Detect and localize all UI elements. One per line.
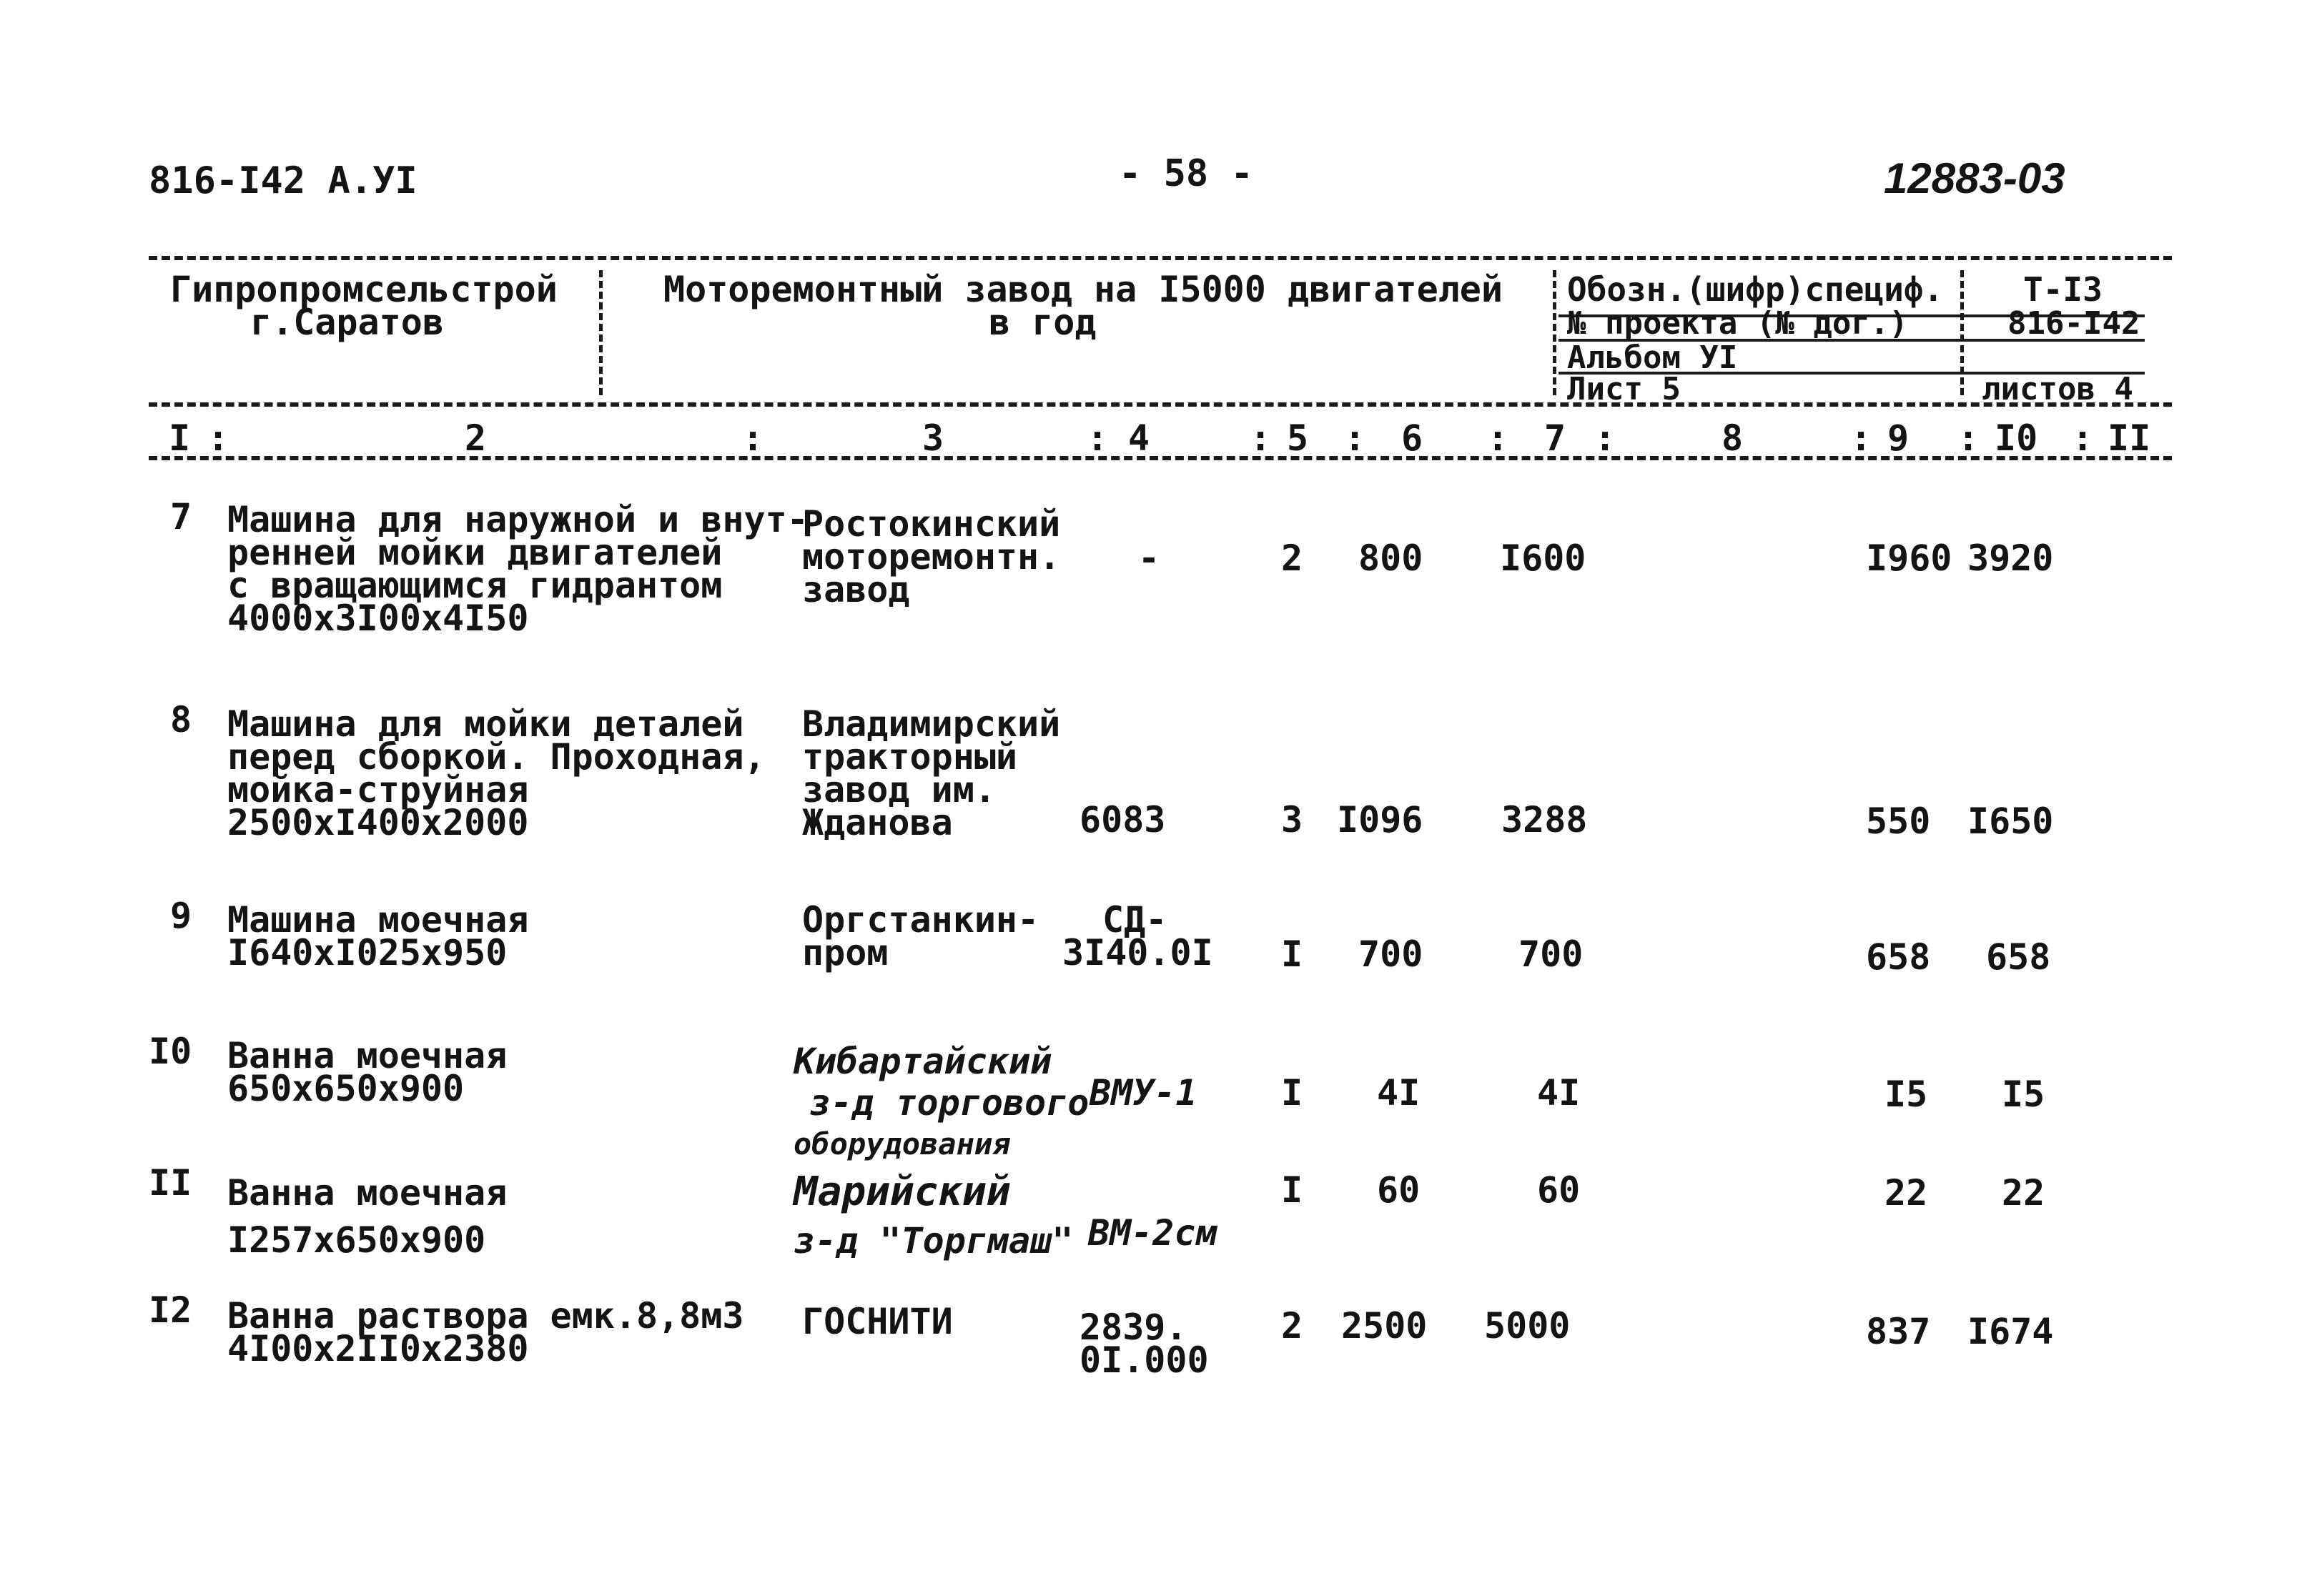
column-9-value: 22	[1884, 1172, 1928, 1214]
unit-price: 2500	[1341, 1305, 1428, 1347]
title-block-divider-2	[1553, 270, 1556, 395]
equipment-name: Ванна моечная I257x650x900	[227, 1172, 508, 1261]
total-price: I600	[1500, 537, 1586, 579]
designation-value: Т-I3	[2023, 270, 2103, 309]
equipment-name: Машина для наружной и внут- ренней мойки двигателей с вращающимся гидрантом 4000x3I00x4I50	[227, 499, 809, 639]
manufacturer: Владимирский тракторный завод им. Жданова	[802, 703, 1061, 843]
unit-price: 60	[1377, 1169, 1421, 1211]
column-10-value: 3920	[1967, 537, 2054, 579]
document-code: 816-I42 А.УI	[149, 159, 418, 202]
handwritten-code: 12883-03	[1884, 154, 2065, 202]
project-number-value: 816-I42	[2007, 305, 2140, 342]
equipment-mark: -	[1138, 537, 1160, 579]
column-number-8: 8	[1721, 417, 1744, 459]
equipment-mark: 2839. 0I.000	[1080, 1307, 1209, 1381]
column-number-6: 6	[1401, 417, 1423, 459]
total-price: 4I	[1537, 1072, 1581, 1114]
column-9-value: I5	[1884, 1074, 1928, 1115]
quantity: I	[1281, 933, 1303, 975]
quantity: 2	[1281, 1305, 1303, 1347]
manufacturer: Марийский з-д "Торгмаш"	[794, 1169, 1074, 1262]
manufacturer: Оргстанкин- пром	[802, 899, 1039, 973]
row-number: I2	[149, 1289, 192, 1331]
column-number-1: I	[169, 417, 191, 459]
column-separator: :	[742, 417, 764, 459]
column-10-value: I650	[1967, 801, 2054, 842]
quantity: I	[1281, 1169, 1303, 1211]
unit-price: I096	[1337, 799, 1423, 841]
unit-price: 800	[1358, 537, 1423, 579]
project-title: Моторемонтный завод на I5000 двигателей в год	[663, 269, 1503, 343]
column-separator: :	[1850, 417, 1872, 459]
column-number-2: 2	[465, 417, 487, 459]
sheets-count-label: листов 4	[1982, 371, 2133, 407]
equipment-name: Ванна раствора емк.8,8м3 4I00x2II0x2380	[227, 1295, 744, 1369]
column-9-value: 837	[1866, 1311, 1931, 1352]
column-separator: :	[1487, 417, 1509, 459]
column-9-value: 658	[1866, 936, 1931, 978]
total-price: 60	[1537, 1169, 1581, 1211]
title-block-top-border	[149, 256, 2172, 260]
equipment-name: Ванна моечная 650x650x900	[227, 1035, 508, 1109]
unit-price: 4I	[1377, 1072, 1421, 1114]
column-number-7: 7	[1544, 417, 1566, 459]
album-label: Альбом УI	[1567, 339, 1738, 376]
column-number-4: 4	[1128, 417, 1150, 459]
column-separator: :	[1957, 417, 1980, 459]
sheet-label: Лист 5	[1567, 371, 1681, 407]
manufacturer: ГОСНИТИ	[802, 1301, 953, 1342]
equipment-name: Машина для мойки деталей перед сборкой. Проходная, мойка-струйная 2500xI400x2000	[227, 703, 766, 843]
quantity: 2	[1281, 537, 1303, 579]
page-number: - 58 -	[1119, 152, 1253, 195]
quantity: 3	[1281, 799, 1303, 841]
column-separator: :	[1250, 417, 1272, 459]
column-number-3: 3	[922, 417, 944, 459]
total-price: 5000	[1484, 1305, 1571, 1347]
column-10-value: I5	[2002, 1074, 2045, 1115]
column-separator: :	[1087, 417, 1109, 459]
column-number-9: 9	[1887, 417, 1910, 459]
organization-name: Гипропромсельстрой г.Саратов	[170, 269, 558, 343]
title-block-divider-1	[599, 270, 603, 395]
equipment-mark: СД- 3I40.0I	[1062, 899, 1213, 973]
title-block-divider-3	[1960, 270, 1964, 395]
equipment-mark: ВМУ-1	[1090, 1072, 1197, 1114]
column-separator: :	[1594, 417, 1616, 459]
project-number-label: № проекта (№ дог.)	[1567, 305, 1908, 342]
row-number: I0	[149, 1031, 192, 1072]
column-separator: :	[2072, 417, 2094, 459]
column-number-11: II	[2108, 417, 2151, 459]
column-10-value: 22	[2002, 1172, 2045, 1214]
column-9-value: I960	[1866, 537, 1952, 579]
equipment-name: Машина моечная I640xI025x950	[227, 899, 529, 973]
equipment-mark: ВМ-2см	[1088, 1212, 1217, 1254]
column-number-5: 5	[1287, 417, 1309, 459]
manufacturer: Кибартайский з-д торгового оборудования	[794, 1041, 1090, 1161]
row-number: 9	[170, 895, 192, 936]
column-10-value: 658	[1986, 936, 2051, 978]
designation-label: Обозн.(шифр)специф.	[1567, 270, 1944, 309]
column-number-10: I0	[1995, 417, 2038, 459]
unit-price: 700	[1358, 933, 1423, 975]
title-block-bottom-border	[149, 402, 2172, 407]
manufacturer: Ростокинский моторемонтн. завод	[802, 503, 1061, 610]
quantity: I	[1281, 1072, 1303, 1114]
column-10-value: I674	[1967, 1311, 2054, 1352]
column-separator: :	[207, 417, 229, 459]
equipment-mark: 6083	[1080, 799, 1166, 841]
total-price: 3288	[1501, 799, 1588, 841]
total-price: 700	[1518, 933, 1584, 975]
column-9-value: 550	[1866, 801, 1931, 842]
row-number: 8	[170, 699, 192, 740]
column-separator: :	[1344, 417, 1366, 459]
row-number: II	[149, 1162, 192, 1204]
row-number: 7	[170, 496, 192, 537]
